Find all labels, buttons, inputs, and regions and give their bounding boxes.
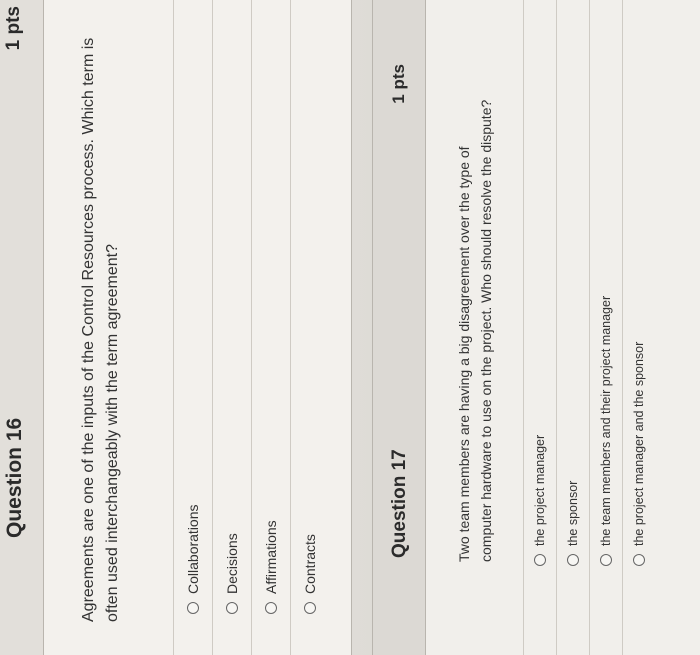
- radio-button[interactable]: [633, 554, 645, 566]
- answer-option[interactable]: [523, 0, 556, 655]
- question-16-prompt: Agreements are one of the inputs of the Control Resources process. Which term is often used interchangeably with the term agreement?: [80, 37, 121, 622]
- answer-option[interactable]: [251, 0, 290, 655]
- question-16-points: 1 pts: [3, 6, 24, 51]
- answer-option[interactable]: [173, 0, 212, 655]
- question-17-header: [373, 0, 426, 655]
- question-16-answers: [173, 0, 329, 655]
- answer-label: Collaborations: [185, 504, 201, 594]
- answer-option[interactable]: [212, 0, 251, 655]
- radio-button[interactable]: [226, 602, 238, 614]
- question-16-title: Question 16: [3, 417, 26, 538]
- question-17-points: 1 pts: [389, 64, 408, 104]
- answer-label: Affirmations: [263, 520, 279, 594]
- question-17-prompt: Two team members are having a big disagreement over the type of computer hardware to use on the project. Who should resolve the dispute?: [456, 99, 494, 562]
- question-16-header: [0, 0, 44, 655]
- answer-label: Decisions: [224, 533, 240, 594]
- radio-button[interactable]: [600, 554, 612, 566]
- answer-label: the sponsor: [566, 480, 580, 546]
- answer-label: the team members and their project manager: [599, 295, 613, 546]
- answer-option[interactable]: [556, 0, 589, 655]
- answer-option[interactable]: [589, 0, 622, 655]
- answer-option[interactable]: [622, 0, 655, 655]
- question-17-card: [372, 0, 700, 655]
- question-17-title: Question 17: [389, 449, 410, 558]
- radio-button[interactable]: [534, 554, 546, 566]
- answer-label: the project manager and the sponsor: [632, 341, 646, 546]
- radio-button[interactable]: [567, 554, 579, 566]
- answer-option[interactable]: [290, 0, 329, 655]
- radio-button[interactable]: [187, 602, 199, 614]
- radio-button[interactable]: [304, 602, 316, 614]
- question-17-answers: [523, 0, 655, 655]
- answer-label: Contracts: [302, 534, 318, 594]
- answer-label: the project manager: [533, 434, 547, 546]
- radio-button[interactable]: [265, 602, 277, 614]
